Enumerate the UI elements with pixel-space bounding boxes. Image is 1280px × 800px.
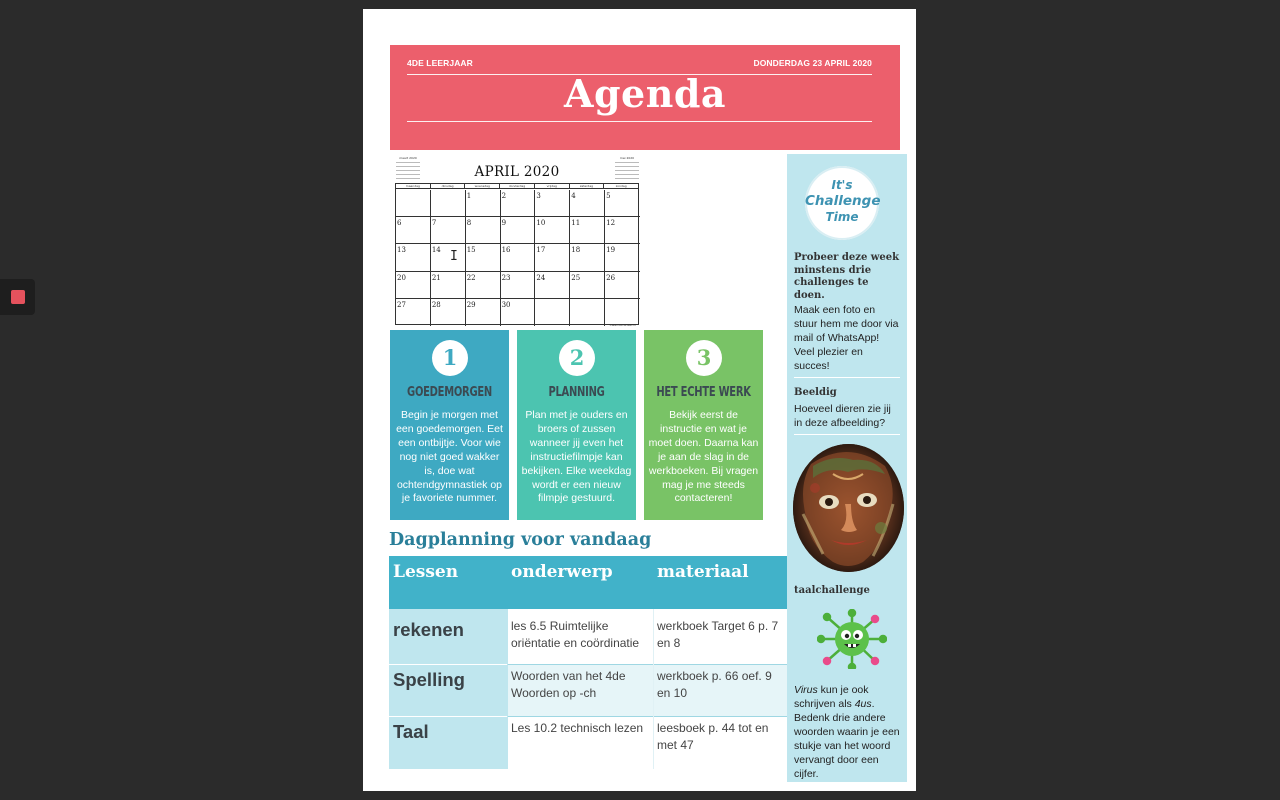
material-cell: werkboek p. 66 oef. 9 en 10 — [657, 669, 772, 700]
calendar-day-cell: 6 — [396, 217, 431, 244]
virus-word: Virus — [794, 684, 818, 696]
challenge-text: Maak een foto en stuur hem me door via mail of WhatsApp! Veel plezier en succes! — [794, 304, 899, 372]
beeldig-title: Beeldig — [794, 387, 837, 398]
step-number: 3 — [686, 340, 722, 376]
sidebar — [787, 154, 907, 782]
calendar-day-cell: 28 — [431, 299, 466, 326]
calendar-day-cell: 16 — [501, 244, 536, 271]
weekday-label: zondag — [615, 184, 627, 188]
calendar-day-cell: 19 — [605, 244, 640, 271]
step-card-3 — [644, 330, 763, 520]
table-row — [389, 665, 787, 716]
mini-calendar-title: mei 2020 — [619, 156, 635, 160]
weekday-label: woensdag — [465, 184, 500, 188]
calendar-weekday-header — [396, 184, 638, 189]
animal-face-image — [793, 444, 904, 572]
weekday-label: maandag — [396, 184, 431, 188]
step-number: 2 — [559, 340, 595, 376]
header-banner — [390, 45, 900, 150]
virus-icon — [817, 609, 887, 669]
table-row — [389, 717, 787, 769]
calendar-day-cell: 14 — [431, 244, 466, 271]
header-topic: onderwerp — [511, 562, 613, 582]
step-text: Begin je morgen met een goedemorgen. Eet een ontbijtje. Voor wie nog niet goed wakker is, doe wat ochtendgymnastiek op je favoriete nummer. — [396, 409, 503, 505]
table-header — [389, 556, 787, 609]
calendar-day-cell — [570, 299, 605, 326]
calendar-day-cell: 27 — [396, 299, 431, 326]
calendar-day-cell: 17 — [535, 244, 570, 271]
header-lessons: Lessen — [393, 562, 459, 582]
step-title: PLANNING — [548, 385, 605, 400]
taalchallenge-text — [794, 683, 901, 781]
step-title: HET ECHTE WERK — [656, 385, 751, 400]
badge-line: Challenge — [805, 193, 881, 209]
record-stop-button[interactable] — [0, 279, 35, 315]
calendar-day-cell: 25 — [570, 272, 605, 299]
calendar-day-cell — [431, 190, 466, 217]
calendar-day-cell: 21 — [431, 272, 466, 299]
calendar-grid — [395, 183, 639, 325]
calendar-day-cell: 23 — [501, 272, 536, 299]
topic-cell: les 6.5 Ruimtelijke oriëntatie en coördinatie — [511, 619, 640, 650]
step-text: Plan met je ouders en broers of zussen wanneer jij even het instructiefilmpje kan bekijken. Elke weekdag wordt er een nieuw filmpje gestuurd. — [521, 409, 632, 505]
calendar-day-cell: 8 — [466, 217, 501, 244]
weekday-label: zaterdag — [570, 184, 605, 188]
banner-divider-bottom — [407, 121, 872, 122]
calendar-day-cell: 29 — [466, 299, 501, 326]
calendar-day-cell: 4 — [570, 190, 605, 217]
calendar-day-cell: 2 — [501, 190, 536, 217]
date-label: DONDERDAG 23 APRIL 2020 — [753, 58, 872, 68]
calendar-day-cell — [605, 299, 640, 326]
calendar-day-cell: 11 — [570, 217, 605, 244]
calendar-day-cell: 13 — [396, 244, 431, 271]
header-material: materiaal — [657, 562, 749, 582]
step-number: 1 — [432, 340, 468, 376]
page-title: Agenda — [563, 71, 727, 116]
sidebar-divider — [794, 377, 900, 378]
stop-icon — [11, 290, 25, 304]
beeldig-text: Hoeveel dieren zie jij in deze afbeelding? — [794, 403, 891, 429]
lesson-cell: Taal — [393, 721, 429, 742]
virus-text-part: kun je ook schrijven als — [794, 684, 869, 710]
dayplan-table — [389, 556, 787, 769]
calendar-day-cell: 30 — [501, 299, 536, 326]
challenge-time-badge — [805, 166, 879, 240]
calendar-day-cell: 3 — [535, 190, 570, 217]
topic-cell: Woorden van het 4de Woorden op -ch — [511, 669, 626, 700]
calendar-day-cell: 24 — [535, 272, 570, 299]
material-cell: werkboek Target 6 p. 7 en 8 — [657, 619, 779, 650]
calendar-day-cell: 20 — [396, 272, 431, 299]
calendar-day-cell: 1 — [466, 190, 501, 217]
taalchallenge-title: taalchallenge — [794, 585, 870, 596]
mini-calendar-title: maart 2020 — [399, 156, 417, 160]
calendar-day-cell: 22 — [466, 272, 501, 299]
calendar — [394, 154, 640, 328]
topic-cell: Les 10.2 technisch lezen — [511, 721, 644, 735]
table-row — [389, 609, 787, 664]
calendar-day-cell: 26 — [605, 272, 640, 299]
calendar-day-cell: 15 — [466, 244, 501, 271]
weekday-label: dinsdag — [431, 184, 466, 188]
calendar-day-cell: 5 — [605, 190, 640, 217]
virus-alt-word: 4us — [854, 698, 872, 710]
calendar-day-cell — [535, 299, 570, 326]
grade-label: 4DE LEERJAAR — [407, 58, 473, 68]
calendar-day-cell: 10 — [535, 217, 570, 244]
badge-line: It's — [831, 178, 853, 192]
virus-text-part: . Bedenk drie andere woorden waarin je een stukje van het woord vervangt door een cijfer. — [794, 698, 900, 780]
calendar-day-cell: 18 — [570, 244, 605, 271]
lesson-cell: Spelling — [393, 669, 465, 690]
challenge-intro: Probeer deze week minstens drie challenges te doen. — [794, 252, 900, 301]
calendar-day-cell: 7 — [431, 217, 466, 244]
dayplan-title: Dagplanning voor vandaag — [389, 530, 652, 550]
document-page — [363, 9, 916, 791]
step-card-1 — [390, 330, 509, 520]
calendar-title: APRIL 2020 — [474, 164, 560, 180]
material-cell: leesboek p. 44 tot en met 47 — [657, 721, 769, 752]
sidebar-divider — [794, 434, 900, 435]
step-title: GOEDEMORGEN — [407, 385, 492, 400]
calendar-day-cell — [396, 190, 431, 217]
calendar-day-cell: 9 — [501, 217, 536, 244]
step-text: Bekijk eerst de instructie en wat je moet doen. Daarna kan je aan de slag in de werkboeken. Bij vragen mag je me steeds contacteren! — [648, 409, 759, 505]
badge-line: Time — [825, 210, 859, 224]
calendar-day-cell: 12 — [605, 217, 640, 244]
calendar-footer: Calendar-sheet.nl — [609, 323, 636, 327]
weekday-label: vrijdag — [535, 184, 570, 188]
weekday-label: donderdag — [500, 184, 535, 188]
lesson-cell: rekenen — [393, 619, 464, 640]
text-cursor-icon: I — [450, 249, 458, 264]
step-card-2 — [517, 330, 636, 520]
